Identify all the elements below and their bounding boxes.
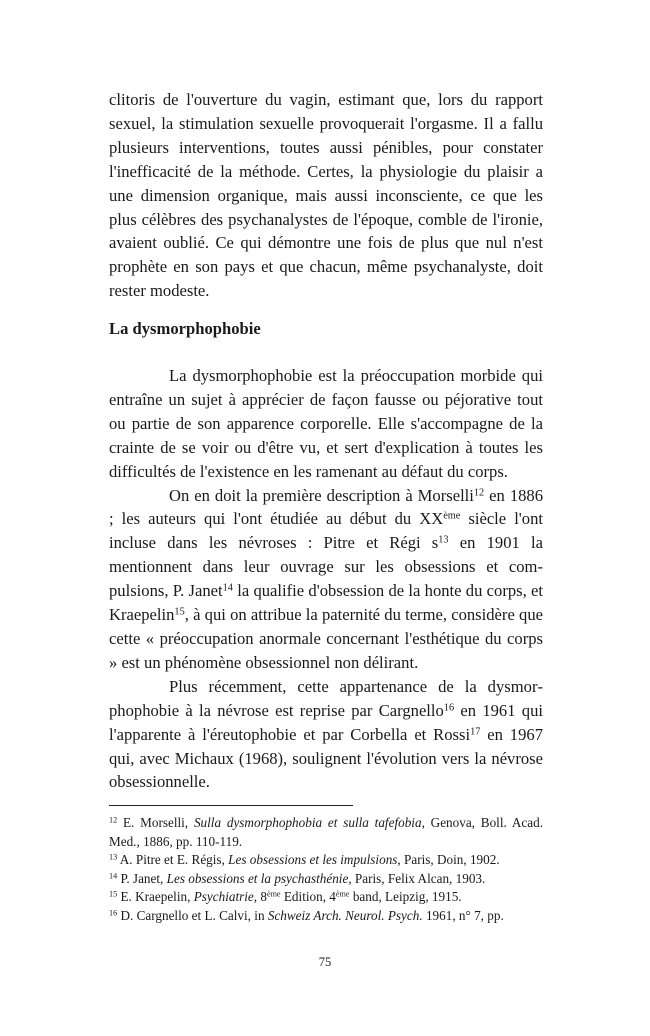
footnote-13 (109, 851, 543, 870)
text-run: en 1967 qui, avec Michaux (1968), soulignent l'évolution vers la névrose obsessionnelle. (109, 724, 543, 792)
text-run: P. Janet, (117, 870, 167, 886)
text-run: en 1901 la mentionnent dans leur ouvrage sur les obsessions et compulsions, P. Janet (109, 533, 543, 601)
text-run: A. Pitre et E. Régis, (117, 852, 229, 868)
footnote-number: 14 (109, 871, 118, 881)
section-heading: La dysmorphophobie (109, 319, 261, 338)
intro-text-block (109, 88, 543, 303)
text-run: , Paris, Felix Alcan, 1903. (348, 870, 486, 886)
footnote-ref-17: 17 (470, 725, 481, 737)
paragraph-history (109, 484, 543, 675)
footnote-number: 16 (109, 908, 118, 918)
footnote-title: Les obsessions et les impulsions (228, 852, 398, 868)
edition-superscript: ème (266, 889, 281, 899)
footnotes (109, 814, 543, 926)
footnote-number: 12 (109, 815, 118, 825)
text-run: , Genova, Boll. Acad. Med., 1886, pp. 110-119. (109, 815, 543, 849)
paragraph-recent (109, 675, 543, 795)
band-superscript: ème (335, 889, 350, 899)
text-run: D. Cargnello et L. Calvi, in (117, 907, 268, 923)
text-run: Edition, 4 (280, 889, 336, 905)
text-run: E. Kraepelin, (117, 889, 194, 905)
footnote-12 (109, 814, 543, 851)
text-run: la qualifie d'obsession de la honte du corps, et Kraepelin (109, 581, 544, 625)
text-run: On en doit la première description à Morselli (169, 485, 474, 505)
footnote-number: 13 (109, 852, 118, 862)
section-body (109, 364, 543, 794)
paragraph-definition: La dysmorphophobie est la préoccupation morbide qui entraîne un sujet à apprécier de façon fausse ou péjorative tout ou partie de son apparence corporelle. Elle s'accompagne de la crainte de se voir ou d'être vu, et sert d'explication à toutes les difficultés de l'existence en les ramenant au défaut du corps. (109, 366, 543, 481)
text-run: E. Morselli, (117, 815, 194, 830)
footnote-ref-16: 16 (443, 702, 455, 714)
text-run: 1961, n° 7, pp. (422, 907, 504, 923)
footnote-15 (109, 888, 543, 907)
footnote-16 (109, 907, 543, 926)
footnote-divider (109, 805, 353, 806)
text-run: , à qui on attribue la paternité du terme, considère que cette « préoccupation anormale concernant l'esthétique du corps » est un phénomène obsessionnel non délirant. (109, 605, 543, 672)
footnote-title: Psychiatrie (193, 889, 254, 905)
footnote-title: Sulla dysmorphophobia et sulla tafefobia (193, 815, 422, 830)
footnote-title: Les obsessions et la psychasthénie (166, 870, 349, 886)
footnote-ref-15: 15 (174, 606, 185, 618)
text-run: en 1886 ; les auteurs qui l'ont étudiée au début du XX (109, 485, 544, 529)
text-run: , 8 (253, 889, 267, 905)
page-number: 75 (318, 955, 332, 969)
footnote-number: 15 (109, 889, 118, 899)
text-run: siècle l'ont incluse dans les névroses : Pitre et Régi s (109, 509, 543, 553)
footnote-title: Schweiz Arch. Neurol. Psych. (267, 907, 423, 923)
text-run: en 1961 qui l'apparente à l'éreutophobie et par Corbella et Rossi (109, 700, 543, 744)
footnote-14 (109, 870, 543, 889)
text-run: , Paris, Doin, 1902. (397, 852, 500, 868)
footnote-ref-13: 13 (438, 534, 449, 546)
intro-paragraph: clitoris de l'ouverture du vagin, estimant que, lors du rapport sexuel, la stimulation sexuelle provoquerait l'orgasme. Il a fallu plusieurs interventions, toutes aussi pénibles, pour constater l'inefficacité de la méthode. Certes, la physiologie du plaisir a une dimension organique, mais aussi inconsciente, ce que les plus célèbres des psychanalystes de l'époque, comble de l'ironie, avaient oublié. Ce qui démontre une fois de plus que nul n'est prophète en son pays et que chacun, même psychanalyste, doit rester modeste. (109, 90, 543, 301)
century-superscript: ème (443, 510, 461, 522)
footnote-ref-14: 14 (222, 582, 233, 594)
footnote-ref-12: 12 (473, 486, 485, 498)
text-run: Plus récemment, cette appartenance de la dysmorphophobie à la névrose est reprise par Cargnello (109, 676, 543, 720)
text-run: band, Leipzig, 1915. (349, 889, 462, 905)
